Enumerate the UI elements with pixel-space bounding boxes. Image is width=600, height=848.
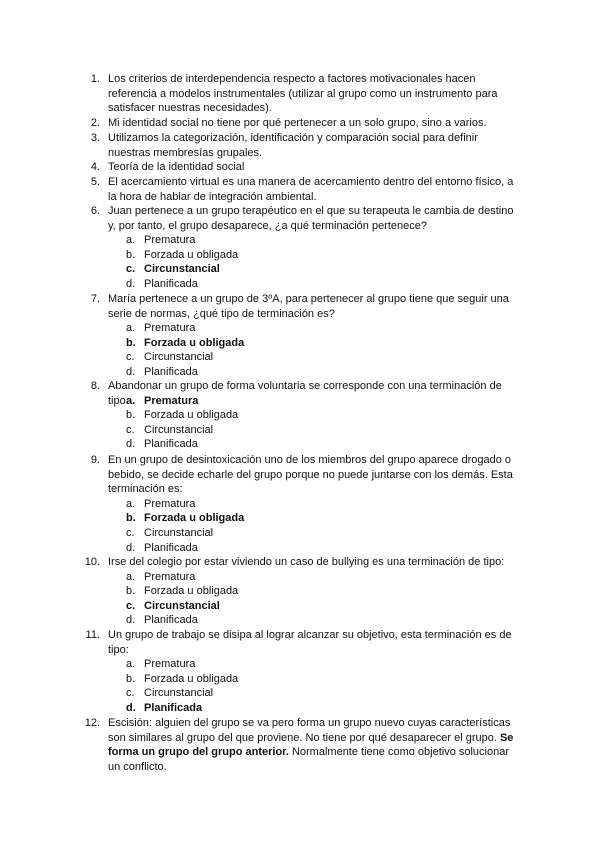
option-text: Circunstancial (144, 423, 214, 436)
question-number: 8. (90, 380, 100, 392)
option-letter: a. (126, 497, 136, 510)
option-text: Planificada (144, 365, 198, 378)
question-number: 4. (90, 161, 100, 173)
option-letter: c. (126, 263, 136, 276)
option-text: Planificada (144, 614, 198, 627)
option-text: Forzada u obligada (144, 672, 239, 685)
question-number: 11. (85, 629, 100, 641)
option-letter: c. (126, 599, 136, 612)
answer-option (0, 541, 600, 556)
answer-option (0, 657, 600, 672)
answer-option-correct (0, 262, 600, 277)
question-text: Utilizamos la categorización, identificación y comparación social para definir nuestras membresías grupales. (108, 132, 478, 159)
option-letter: b. (126, 409, 136, 422)
answer-option-correct (0, 394, 600, 409)
option-text: Planificada (144, 701, 203, 714)
definition-text-end: Normalmente tiene como objetivo solucionar un conflicto. (108, 746, 510, 773)
option-text: Forzada u obligada (144, 585, 239, 598)
option-text: Circunstancial (144, 687, 214, 700)
answer-option (0, 686, 600, 701)
question-number: 2. (90, 117, 100, 129)
option-text: Prematura (144, 322, 196, 335)
question-number: 12. (84, 717, 100, 729)
option-text: Circunstancial (144, 351, 214, 364)
answer-option (0, 277, 600, 292)
question-text: Los criterios de interdependencia respecto a factores motivacionales hacen referencia a modelos instrumentales (utilizar al grupo como un instrumento para satisfacer nuestras necesidades). (108, 73, 498, 115)
option-letter: a. (126, 394, 136, 407)
definition-text: Escisión: alguien del grupo se va pero forma un grupo nuevo cuyas características son similares al grupo del que proviene. No tiene por qué desaparecer el grupo. (108, 717, 511, 744)
question-text (108, 716, 520, 774)
option-letter: d. (126, 277, 136, 290)
option-text: Circunstancial (144, 263, 220, 276)
answer-option (0, 423, 600, 438)
question-text: El acercamiento virtual es una manera de acercamiento dentro del entorno físico, a la hora de hablar de integración ambiental. (108, 176, 514, 203)
answer-option (0, 233, 600, 248)
answer-option (0, 437, 600, 452)
answer-option-correct (0, 599, 600, 614)
option-text: Planificada (144, 277, 198, 290)
question-6 (0, 204, 600, 292)
question-9 (0, 453, 600, 555)
answer-option (0, 672, 600, 687)
answer-option (0, 613, 600, 628)
option-text: Forzada u obligada (144, 336, 245, 349)
question-text: María pertenece a un grupo de 3ºA, para pertenecer al grupo tiene que seguir una serie de normas, ¿qué tipo de terminación es? (108, 293, 509, 320)
option-text: Prematura (144, 234, 196, 247)
question-10 (0, 555, 600, 628)
question-text: Juan pertenece a un grupo terapéutico en el que su terapeuta le cambia de destino y, por tanto, el grupo desaparece, ¿a qué terminación pertenece? (108, 205, 514, 232)
question-7 (0, 292, 600, 380)
option-letter: b. (126, 336, 136, 349)
question-number: 3. (90, 132, 100, 144)
question-text: Un grupo de trabajo se disipa al lograr alcanzar su objetivo, esta terminación es de tipo: (108, 629, 512, 656)
option-text: Prematura (144, 570, 196, 583)
answer-option-correct (0, 701, 600, 716)
question-text: Teoría de la identidad social (108, 161, 245, 173)
answer-option (0, 350, 600, 365)
option-letter: c. (126, 526, 135, 539)
option-letter: b. (126, 248, 136, 261)
answer-option-correct (0, 336, 600, 351)
option-letter: c. (126, 687, 135, 700)
answer-option (0, 497, 600, 512)
option-text: Forzada u obligada (144, 409, 239, 422)
option-text: Circunstancial (144, 599, 220, 612)
answer-option-correct (0, 511, 600, 526)
option-text: Prematura (144, 394, 199, 407)
question-text: En un grupo de desintoxicación uno de los miembros del grupo aparece drogado o bebido, se decide echarle del grupo porque no puede juntarse con los demás. Esta terminación es: (108, 454, 513, 496)
option-text: Forzada u obligada (144, 512, 245, 525)
definition-highlight: Se forma un grupo del grupo anterior. (108, 731, 514, 759)
option-text: Planificada (144, 541, 198, 554)
answer-option (0, 570, 600, 585)
answer-option (0, 321, 600, 336)
question-text: Irse del colegio por estar viviendo un caso de bullying es una terminación de tipo: (108, 556, 505, 568)
option-letter: b. (126, 512, 136, 525)
option-letter: d. (126, 541, 136, 554)
option-letter: a. (126, 322, 136, 335)
option-text: Forzada u obligada (144, 248, 239, 261)
question-text: Mi identidad social no tiene por qué pertenecer a un solo grupo, sino a varios. (108, 117, 487, 129)
option-letter: c. (126, 423, 135, 436)
answer-option (0, 365, 600, 380)
option-letter: b. (126, 585, 136, 598)
question-number: 5. (90, 176, 100, 188)
question-number: 1. (90, 73, 100, 85)
question-8 (0, 379, 600, 452)
answer-option (0, 248, 600, 263)
option-text: Planificada (144, 438, 198, 451)
question-number: 9. (90, 454, 100, 466)
question-11 (0, 628, 600, 716)
option-letter: d. (126, 701, 136, 714)
answer-option (0, 584, 600, 599)
option-letter: d. (126, 614, 136, 627)
option-letter: d. (126, 365, 136, 378)
option-letter: b. (126, 672, 136, 685)
option-letter: a. (126, 570, 136, 583)
option-letter: d. (126, 438, 136, 451)
question-number: 7. (90, 293, 100, 305)
question-number: 6. (90, 205, 100, 217)
option-letter: c. (126, 351, 135, 364)
option-text: Prematura (144, 658, 196, 671)
answer-option (0, 526, 600, 541)
question-text: Abandonar un grupo de forma voluntaria se corresponde con una terminación de tipo (108, 380, 502, 407)
option-text: Prematura (144, 497, 196, 510)
answer-option (0, 408, 600, 423)
option-letter: a. (126, 234, 136, 247)
option-letter: a. (126, 658, 136, 671)
option-text: Circunstancial (144, 526, 214, 539)
question-number: 10. (84, 556, 100, 568)
